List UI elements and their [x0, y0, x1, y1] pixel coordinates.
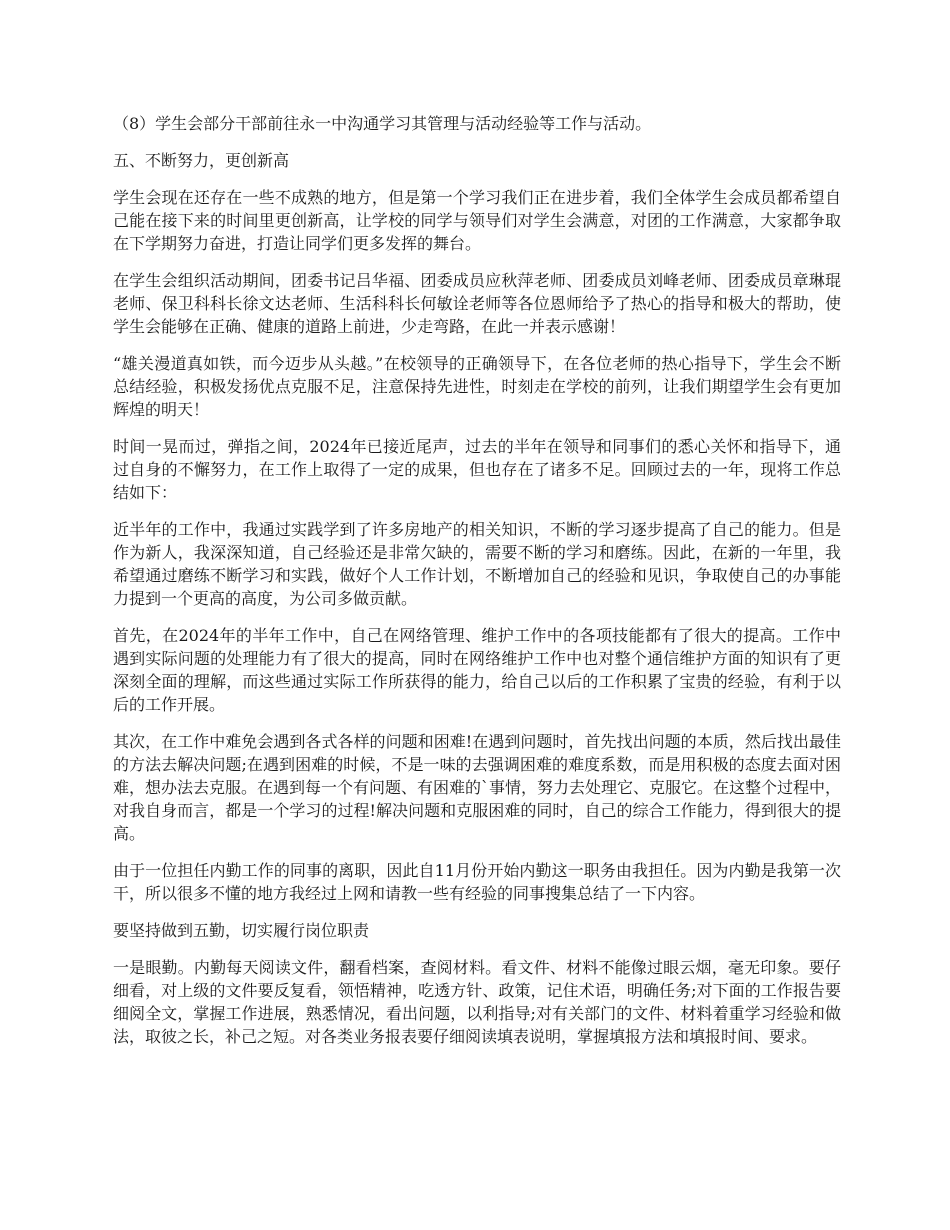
paragraph-first-network-skills: 首先，在2024年的半年工作中，自己在网络管理、维护工作中的各项技能都有了很大的提高。工作中遇到实际问题的处理能力有了很大的提高，同时在网络维护工作中也对整个通信维护方面的知识有了更深刻全面的理解，而这些通过实际工作所获得的能力，给自己以后的工作积累了宝贵的经验，有利于以后的工作开展。	[113, 626, 841, 714]
paragraph-eye-diligence: 一是眼勤。内勤每天阅读文件，翻看档案，查阅材料。看文件、材料不能像过眼云烟，毫无印象。要仔细看，对上级的文件要反复看，领悟精神，吃透方针、政策，记住术语，明确任务;对下面的工作报告要细阅全文，掌握工作进展，熟悉情况，看出问题，以利指导;对有关部门的文件、材料着重学习经验和做法，取彼之长，补己之短。对各类业务报表要仔细阅读填表说明，掌握填报方法和填报时间、要求。	[113, 958, 841, 1046]
paragraph-year-summary-intro: 时间一晃而过，弹指之间，2024年已接近尾声，过去的半年在领导和同事们的悉心关怀和指导下，通过自身的不懈努力，在工作上取得了一定的成果，但也存在了诸多不足。回顾过去的一年，现将工作总结如下：	[113, 437, 841, 502]
paragraph-closing-quote: “雄关漫道真如铁，而今迈步从头越。”在校领导的正确领导下，在各位老师的热心指导下，学生会不断总结经验，积极发扬优点克服不足，注意保持先进性，时刻走在学校的前列，让我们期望学生会有更加辉煌的明天！	[113, 354, 841, 419]
document-body	[113, 112, 841, 1062]
section-heading-keep-striving: 五、不断努力，更创新高	[113, 151, 290, 170]
paragraph-acknowledgements: 在学生会组织活动期间，团委书记吕华福、团委成员应秋萍老师、团委成员刘峰老师、团委成员章琳琨老师、保卫科科长徐文达老师、生活科科长何敏诠老师等各位恩师给予了热心的指导和极大的帮助，使学生会能够在正确、健康的道路上前进，少走弯路，在此一并表示感谢！	[113, 271, 841, 336]
paragraph-learning-experience: 近半年的工作中，我通过实践学到了许多房地产的相关知识，不断的学习逐步提高了自己的能力。但是作为新人，我深深知道，自己经验还是非常欠缺的，需要不断的学习和磨练。因此，在新的一年里，我希望通过磨练不断学习和实践，做好个人工作计划，不断增加自己的经验和见识，争取使自己的办事能力提到一个更高的高度，为公司多做贡献。	[113, 520, 841, 608]
paragraph-second-problem-solving: 其次，在工作中难免会遇到各式各样的问题和困难!在遇到问题时，首先找出问题的本质，然后找出最佳的方法去解决问题;在遇到困难的时候，不是一味的去强调困难的难度系数，而是用积极的态度去面对困难，想办法去克服。在遇到每一个有问题、有困难的`事情，努力去处理它、克服它。在这整个过程中，对我自身而言，都是一个学习的过程!解决问题和克服困难的同时，自己的综合工作能力，得到很大的提高。	[113, 732, 842, 843]
paragraph-office-duty-handover: 由于一位担任内勤工作的同事的离职，因此自11月份开始内勤这一职务由我担任。因为内勤是我第一次干，所以很多不懂的地方我经过上网和请教一些有经验的同事搜集总结了一下内容。	[113, 861, 841, 903]
paragraph-student-union-outlook: 学生会现在还存在一些不成熟的地方，但是第一个学习我们正在进步着，我们全体学生会成员都希望自己能在接下来的时间里更创新高，让学校的同学与领导们对学生会满意，对团的工作满意，大家都争取在下学期努力奋进，打造让同学们更多发挥的舞台。	[113, 188, 841, 253]
section-heading-five-diligences: 要坚持做到五勤，切实履行岗位职责	[113, 921, 370, 940]
paragraph-activity-item-8: （8）学生会部分干部前往永一中沟通学习其管理与活动经验等工作与活动。	[113, 114, 652, 133]
